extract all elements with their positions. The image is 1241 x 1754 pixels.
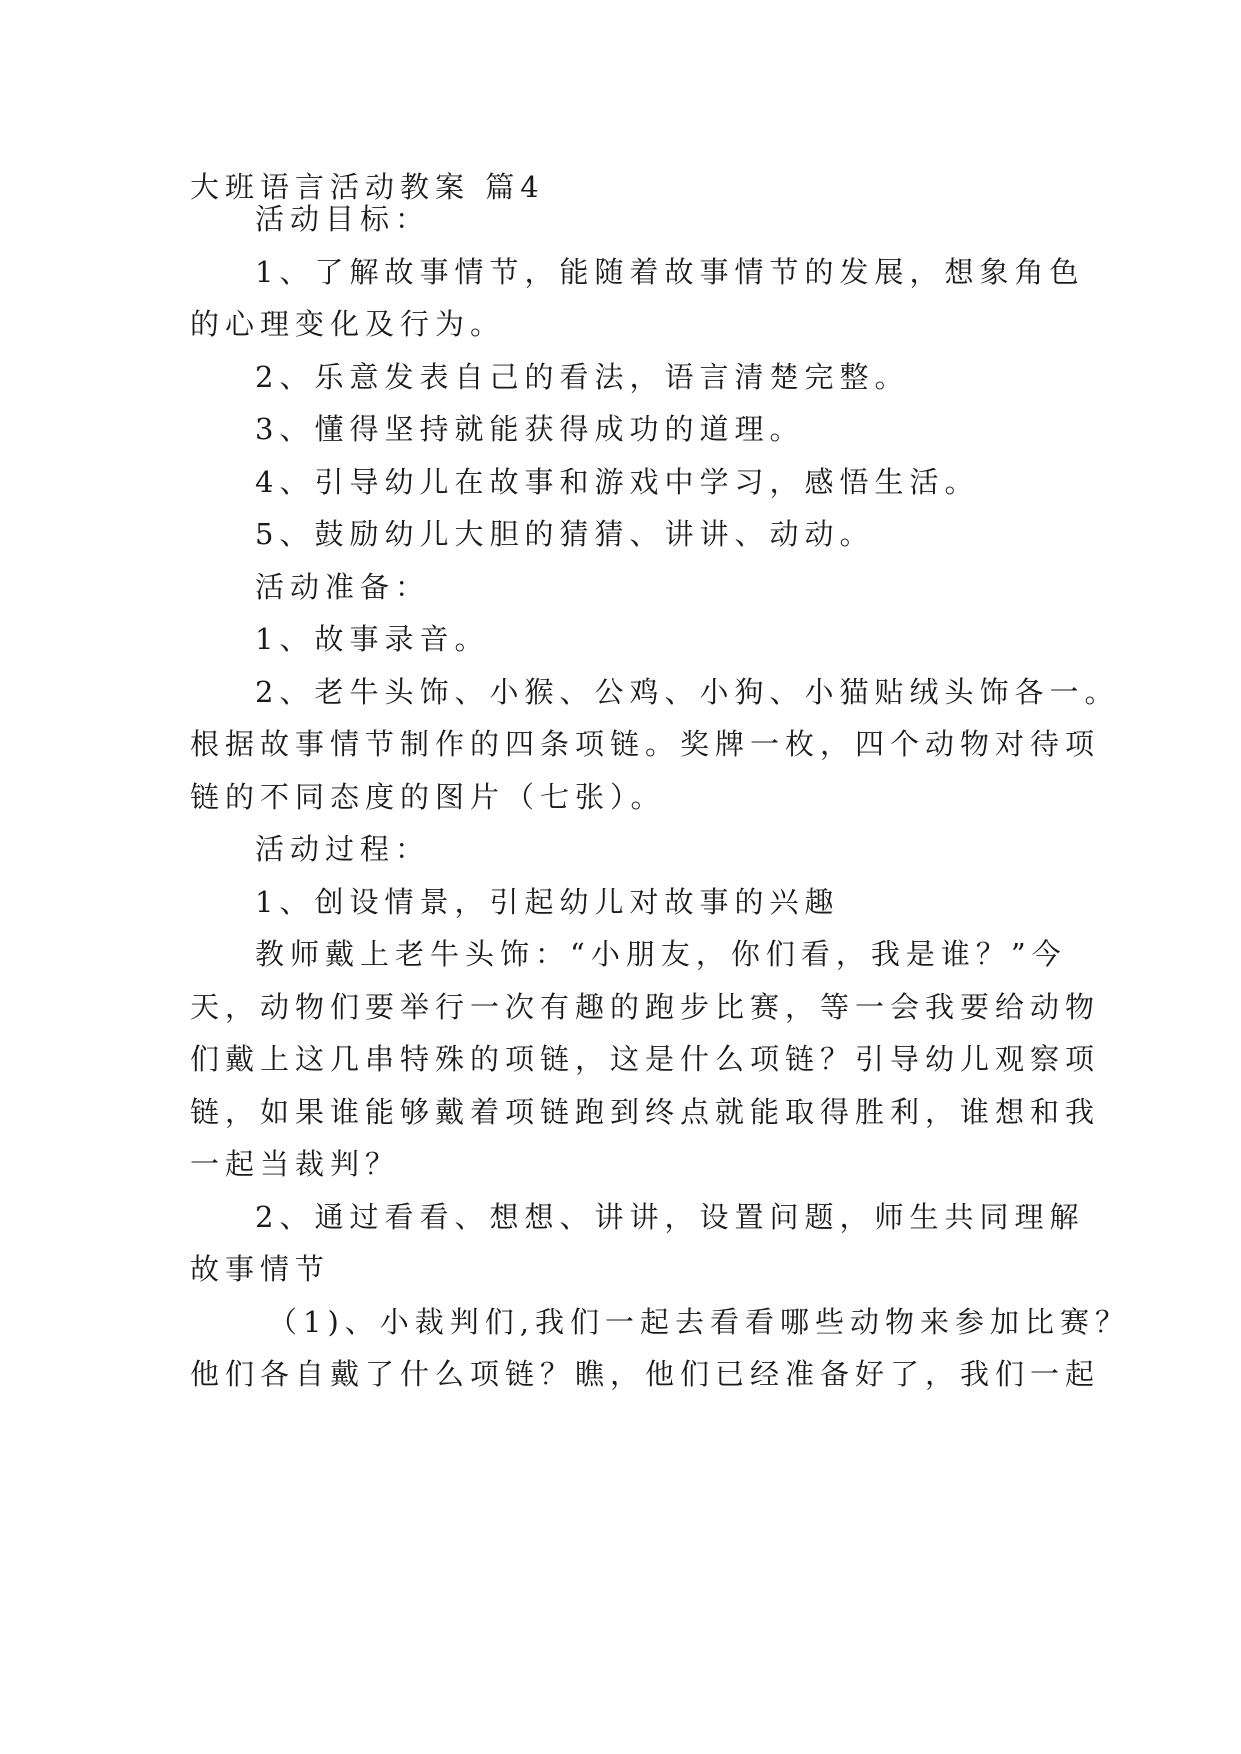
paragraph-line: 1、创设情景，引起幼儿对故事的兴趣 [255,885,840,919]
paragraph-line: 天，动物们要举行一次有趣的跑步比赛，等一会我要给动物 [190,990,1101,1024]
paragraph-line: 们戴上这几串特殊的项链，这是什么项链？引导幼儿观察项 [190,1042,1101,1076]
paragraph-line: 故事情节 [190,1252,331,1286]
paragraph-line: 3、懂得坚持就能获得成功的道理。 [255,412,805,446]
paragraph-line: 的心理变化及行为。 [190,307,506,341]
paragraph-line: 1、故事录音。 [255,622,490,656]
paragraph-line: 2、通过看看、想想、讲讲，设置问题，师生共同理解 [255,1200,1085,1234]
paragraph-line: 2、乐意发表自己的看法，语言清楚完整。 [255,360,910,394]
paragraph-line: 2、老牛头饰、小猴、公鸡、小狗、小猫贴绒头饰各一。 [255,675,1120,709]
paragraph-line: （1)、小裁判们,我们一起去看看哪些动物来参加比赛？ [268,1305,1130,1339]
section-heading-preparation: 活动准备： [255,570,431,604]
section-heading-process: 活动过程： [255,832,431,866]
paragraph-line: 根据故事情节制作的四条项链。奖牌一枚，四个动物对待项 [190,727,1101,761]
paragraph-line: 4、引导幼儿在故事和游戏中学习，感悟生活。 [255,465,980,499]
paragraph-line: 5、鼓励幼儿大胆的猜猜、讲讲、动动。 [255,517,875,551]
paragraph-line: 链，如果谁能够戴着项链跑到终点就能取得胜利，谁想和我 [190,1095,1101,1129]
section-heading-goals: 活动目标： [255,202,431,236]
document-title: 大班语言活动教案 篇4 [190,170,545,204]
paragraph-line: 一起当裁判？ [190,1147,401,1181]
paragraph-line: 教师戴上老牛头饰：“小朋友，你们看，我是谁？”今 [255,937,1067,971]
paragraph-line: 1、了解故事情节，能随着故事情节的发展，想象角色 [255,255,1085,289]
paragraph-line: 链的不同态度的图片（七张）。 [190,780,666,814]
paragraph-line: 他们各自戴了什么项链？瞧，他们已经准备好了，我们一起 [190,1357,1101,1391]
